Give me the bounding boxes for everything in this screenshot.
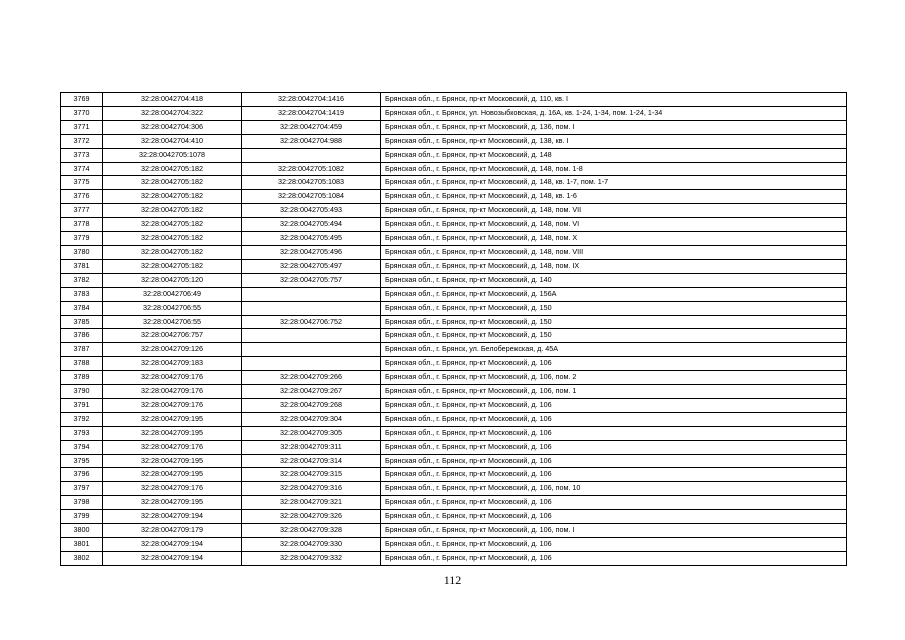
address-cell: Брянская обл., г. Брянск, пр-кт Московский, д. 148, пом. 1-8: [381, 162, 847, 176]
row-number-cell: 3775: [61, 176, 103, 190]
table-row: [61, 259, 847, 273]
object-cadastral-number-cell: 32:28:0042705:495: [242, 232, 381, 246]
row-number-cell: 3782: [61, 273, 103, 287]
cadastral-number-cell: 32:28:0042706:55: [103, 301, 242, 315]
cadastral-number-cell: 32:28:0042709:176: [103, 440, 242, 454]
address-cell: Брянская обл., г. Брянск, пр-кт Московский, д. 148: [381, 148, 847, 162]
object-cadastral-number-cell: 32:28:0042709:321: [242, 496, 381, 510]
object-cadastral-number-cell: 32:28:0042709:328: [242, 524, 381, 538]
object-cadastral-number-cell: 32:28:0042705:1083: [242, 176, 381, 190]
object-cadastral-number-cell: 32:28:0042704:1419: [242, 106, 381, 120]
table-row: [61, 190, 847, 204]
address-cell: Брянская обл., г. Брянск, пр-кт Московский, д. 148, пом. VI: [381, 218, 847, 232]
row-number-cell: 3791: [61, 398, 103, 412]
object-cadastral-number-cell: 32:28:0042705:497: [242, 259, 381, 273]
address-cell: Брянская обл., г. Брянск, пр-кт Московский, д. 140: [381, 273, 847, 287]
table-row: [61, 218, 847, 232]
table-row: [61, 232, 847, 246]
row-number-cell: 3796: [61, 468, 103, 482]
address-cell: Брянская обл., г. Брянск, пр-кт Московский, д. 106, пом. 10: [381, 482, 847, 496]
cadastral-number-cell: 32:28:0042709:195: [103, 454, 242, 468]
cadastral-number-cell: 32:28:0042706:49: [103, 287, 242, 301]
object-cadastral-number-cell: 32:28:0042709:268: [242, 398, 381, 412]
address-cell: Брянская обл., г. Брянск, пр-кт Московский, д. 148, кв. 1-6: [381, 190, 847, 204]
address-cell: Брянская обл., г. Брянск, пр-кт Московский, д. 148, пом. VII: [381, 204, 847, 218]
table-row: [61, 412, 847, 426]
table-row: [61, 385, 847, 399]
table-row: [61, 120, 847, 134]
row-number-cell: 3801: [61, 538, 103, 552]
object-cadastral-number-cell: 32:28:0042709:315: [242, 468, 381, 482]
cadastral-number-cell: 32:28:0042705:182: [103, 245, 242, 259]
table-row: [61, 538, 847, 552]
address-cell: Брянская обл., г. Брянск, ул. Новозыбковская, д. 16А, кв. 1-24, 1-34, пом. 1-24, 1-34: [381, 106, 847, 120]
object-cadastral-number-cell: 32:28:0042709:311: [242, 440, 381, 454]
address-cell: Брянская обл., г. Брянск, пр-кт Московский, д. 136, пом. I: [381, 120, 847, 134]
table-row: [61, 454, 847, 468]
cadastral-number-cell: 32:28:0042709:194: [103, 510, 242, 524]
address-cell: Брянская обл., г. Брянск, пр-кт Московский, д. 156А: [381, 287, 847, 301]
table-row: [61, 106, 847, 120]
page-number: 112: [443, 573, 462, 587]
address-cell: Брянская обл., г. Брянск, пр-кт Московский, д. 148, пом. IX: [381, 259, 847, 273]
object-cadastral-number-cell: 32:28:0042704:988: [242, 134, 381, 148]
cadastral-number-cell: 32:28:0042709:179: [103, 524, 242, 538]
address-cell: Брянская обл., г. Брянск, пр-кт Московский, д. 106: [381, 454, 847, 468]
cadastral-number-cell: 32:28:0042705:182: [103, 204, 242, 218]
cadastral-number-cell: 32:28:0042709:176: [103, 371, 242, 385]
table-row: [61, 245, 847, 259]
row-number-cell: 3772: [61, 134, 103, 148]
row-number-cell: 3789: [61, 371, 103, 385]
object-cadastral-number-cell: 32:28:0042709:326: [242, 510, 381, 524]
row-number-cell: 3799: [61, 510, 103, 524]
table-row: [61, 301, 847, 315]
object-cadastral-number-cell: 32:28:0042709:316: [242, 482, 381, 496]
object-cadastral-number-cell: [242, 329, 381, 343]
row-number-cell: 3787: [61, 343, 103, 357]
address-cell: Брянская обл., г. Брянск, пр-кт Московский, д. 148, кв. 1-7, пом. 1-7: [381, 176, 847, 190]
row-number-cell: 3788: [61, 357, 103, 371]
cadastral-number-cell: 32:28:0042704:410: [103, 134, 242, 148]
object-cadastral-number-cell: 32:28:0042709:330: [242, 538, 381, 552]
object-cadastral-number-cell: [242, 343, 381, 357]
cadastral-number-cell: 32:28:0042709:194: [103, 551, 242, 565]
table-row: [61, 524, 847, 538]
row-number-cell: 3784: [61, 301, 103, 315]
cadastral-number-cell: 32:28:0042705:182: [103, 176, 242, 190]
table-row: [61, 329, 847, 343]
object-cadastral-number-cell: [242, 148, 381, 162]
object-cadastral-number-cell: 32:28:0042704:1416: [242, 93, 381, 107]
object-cadastral-number-cell: 32:28:0042709:314: [242, 454, 381, 468]
address-cell: Брянская обл., г. Брянск, пр-кт Московский, д. 106: [381, 357, 847, 371]
object-cadastral-number-cell: 32:28:0042709:267: [242, 385, 381, 399]
object-cadastral-number-cell: 32:28:0042704:459: [242, 120, 381, 134]
cadastral-number-cell: 32:28:0042705:182: [103, 218, 242, 232]
object-cadastral-number-cell: 32:28:0042709:304: [242, 412, 381, 426]
cadastral-number-cell: 32:28:0042709:176: [103, 482, 242, 496]
row-number-cell: 3790: [61, 385, 103, 399]
row-number-cell: 3769: [61, 93, 103, 107]
table-row: [61, 398, 847, 412]
table-row: [61, 176, 847, 190]
cadastral-number-cell: 32:28:0042709:126: [103, 343, 242, 357]
table-row: [61, 496, 847, 510]
address-cell: Брянская обл., г. Брянск, ул. Белобережская, д. 45А: [381, 343, 847, 357]
cadastral-number-cell: 32:28:0042706:55: [103, 315, 242, 329]
row-number-cell: 3774: [61, 162, 103, 176]
row-number-cell: 3793: [61, 426, 103, 440]
object-cadastral-number-cell: 32:28:0042709:266: [242, 371, 381, 385]
address-cell: Брянская обл., г. Брянск, пр-кт Московский, д. 106: [381, 398, 847, 412]
address-cell: Брянская обл., г. Брянск, пр-кт Московский, д. 110, кв. I: [381, 93, 847, 107]
row-number-cell: 3780: [61, 245, 103, 259]
cadastral-number-cell: 32:28:0042705:1078: [103, 148, 242, 162]
row-number-cell: 3800: [61, 524, 103, 538]
address-cell: Брянская обл., г. Брянск, пр-кт Московский, д. 106, пом. 2: [381, 371, 847, 385]
object-cadastral-number-cell: 32:28:0042709:305: [242, 426, 381, 440]
address-cell: Брянская обл., г. Брянск, пр-кт Московский, д. 150: [381, 301, 847, 315]
cadastral-number-cell: 32:28:0042704:322: [103, 106, 242, 120]
cadastral-number-cell: 32:28:0042709:194: [103, 538, 242, 552]
cadastral-number-cell: 32:28:0042709:195: [103, 412, 242, 426]
table-body: [61, 93, 847, 566]
cadastral-table: [60, 92, 847, 566]
table-row: [61, 162, 847, 176]
table-row: [61, 510, 847, 524]
table-row: [61, 468, 847, 482]
address-cell: Брянская обл., г. Брянск, пр-кт Московский, д. 148, пом. VIII: [381, 245, 847, 259]
object-cadastral-number-cell: 32:28:0042705:493: [242, 204, 381, 218]
address-cell: Брянская обл., г. Брянск, пр-кт Московский, д. 150: [381, 329, 847, 343]
cadastral-number-cell: 32:28:0042709:176: [103, 398, 242, 412]
address-cell: Брянская обл., г. Брянск, пр-кт Московский, д. 106, пом. 1: [381, 385, 847, 399]
table-row: [61, 148, 847, 162]
row-number-cell: 3771: [61, 120, 103, 134]
object-cadastral-number-cell: 32:28:0042706:752: [242, 315, 381, 329]
table-row: [61, 426, 847, 440]
cadastral-number-cell: 32:28:0042705:182: [103, 232, 242, 246]
cadastral-number-cell: 32:28:0042705:182: [103, 162, 242, 176]
address-cell: Брянская обл., г. Брянск, пр-кт Московский, д. 106: [381, 510, 847, 524]
object-cadastral-number-cell: 32:28:0042705:757: [242, 273, 381, 287]
cadastral-number-cell: 32:28:0042704:306: [103, 120, 242, 134]
table-row: [61, 551, 847, 565]
row-number-cell: 3798: [61, 496, 103, 510]
table-row: [61, 315, 847, 329]
row-number-cell: 3797: [61, 482, 103, 496]
row-number-cell: 3773: [61, 148, 103, 162]
address-cell: Брянская обл., г. Брянск, пр-кт Московский, д. 138, кв. I: [381, 134, 847, 148]
table-row: [61, 93, 847, 107]
row-number-cell: 3779: [61, 232, 103, 246]
object-cadastral-number-cell: 32:28:0042705:1084: [242, 190, 381, 204]
address-cell: Брянская обл., г. Брянск, пр-кт Московский, д. 106: [381, 468, 847, 482]
table-row: [61, 440, 847, 454]
cadastral-number-cell: 32:28:0042704:418: [103, 93, 242, 107]
object-cadastral-number-cell: [242, 301, 381, 315]
row-number-cell: 3792: [61, 412, 103, 426]
address-cell: Брянская обл., г. Брянск, пр-кт Московский, д. 106: [381, 412, 847, 426]
table-row: [61, 371, 847, 385]
object-cadastral-number-cell: [242, 287, 381, 301]
object-cadastral-number-cell: 32:28:0042705:1082: [242, 162, 381, 176]
row-number-cell: 3776: [61, 190, 103, 204]
table-row: [61, 273, 847, 287]
row-number-cell: 3783: [61, 287, 103, 301]
cadastral-number-cell: 32:28:0042709:195: [103, 426, 242, 440]
cadastral-number-cell: 32:28:0042709:183: [103, 357, 242, 371]
cadastral-number-cell: 32:28:0042705:182: [103, 190, 242, 204]
cadastral-number-cell: 32:28:0042706:757: [103, 329, 242, 343]
row-number-cell: 3795: [61, 454, 103, 468]
address-cell: Брянская обл., г. Брянск, пр-кт Московский, д. 148, пом. X: [381, 232, 847, 246]
table-row: [61, 204, 847, 218]
address-cell: Брянская обл., г. Брянск, пр-кт Московский, д. 106, пом. I: [381, 524, 847, 538]
table-row: [61, 134, 847, 148]
table-row: [61, 287, 847, 301]
object-cadastral-number-cell: 32:28:0042705:494: [242, 218, 381, 232]
cadastral-number-cell: 32:28:0042705:120: [103, 273, 242, 287]
address-cell: Брянская обл., г. Брянск, пр-кт Московский, д. 106: [381, 426, 847, 440]
address-cell: Брянская обл., г. Брянск, пр-кт Московский, д. 106: [381, 551, 847, 565]
object-cadastral-number-cell: 32:28:0042705:496: [242, 245, 381, 259]
address-cell: Брянская обл., г. Брянск, пр-кт Московский, д. 106: [381, 538, 847, 552]
table-row: [61, 482, 847, 496]
cadastral-number-cell: 32:28:0042705:182: [103, 259, 242, 273]
address-cell: Брянская обл., г. Брянск, пр-кт Московский, д. 106: [381, 440, 847, 454]
row-number-cell: 3778: [61, 218, 103, 232]
row-number-cell: 3802: [61, 551, 103, 565]
table-row: [61, 357, 847, 371]
object-cadastral-number-cell: 32:28:0042709:332: [242, 551, 381, 565]
row-number-cell: 3777: [61, 204, 103, 218]
address-cell: Брянская обл., г. Брянск, пр-кт Московский, д. 150: [381, 315, 847, 329]
cadastral-number-cell: 32:28:0042709:195: [103, 496, 242, 510]
address-cell: Брянская обл., г. Брянск, пр-кт Московский, д. 106: [381, 496, 847, 510]
row-number-cell: 3785: [61, 315, 103, 329]
cadastral-number-cell: 32:28:0042709:195: [103, 468, 242, 482]
object-cadastral-number-cell: [242, 357, 381, 371]
table-row: [61, 343, 847, 357]
row-number-cell: 3781: [61, 259, 103, 273]
row-number-cell: 3794: [61, 440, 103, 454]
row-number-cell: 3770: [61, 106, 103, 120]
cadastral-number-cell: 32:28:0042709:176: [103, 385, 242, 399]
row-number-cell: 3786: [61, 329, 103, 343]
